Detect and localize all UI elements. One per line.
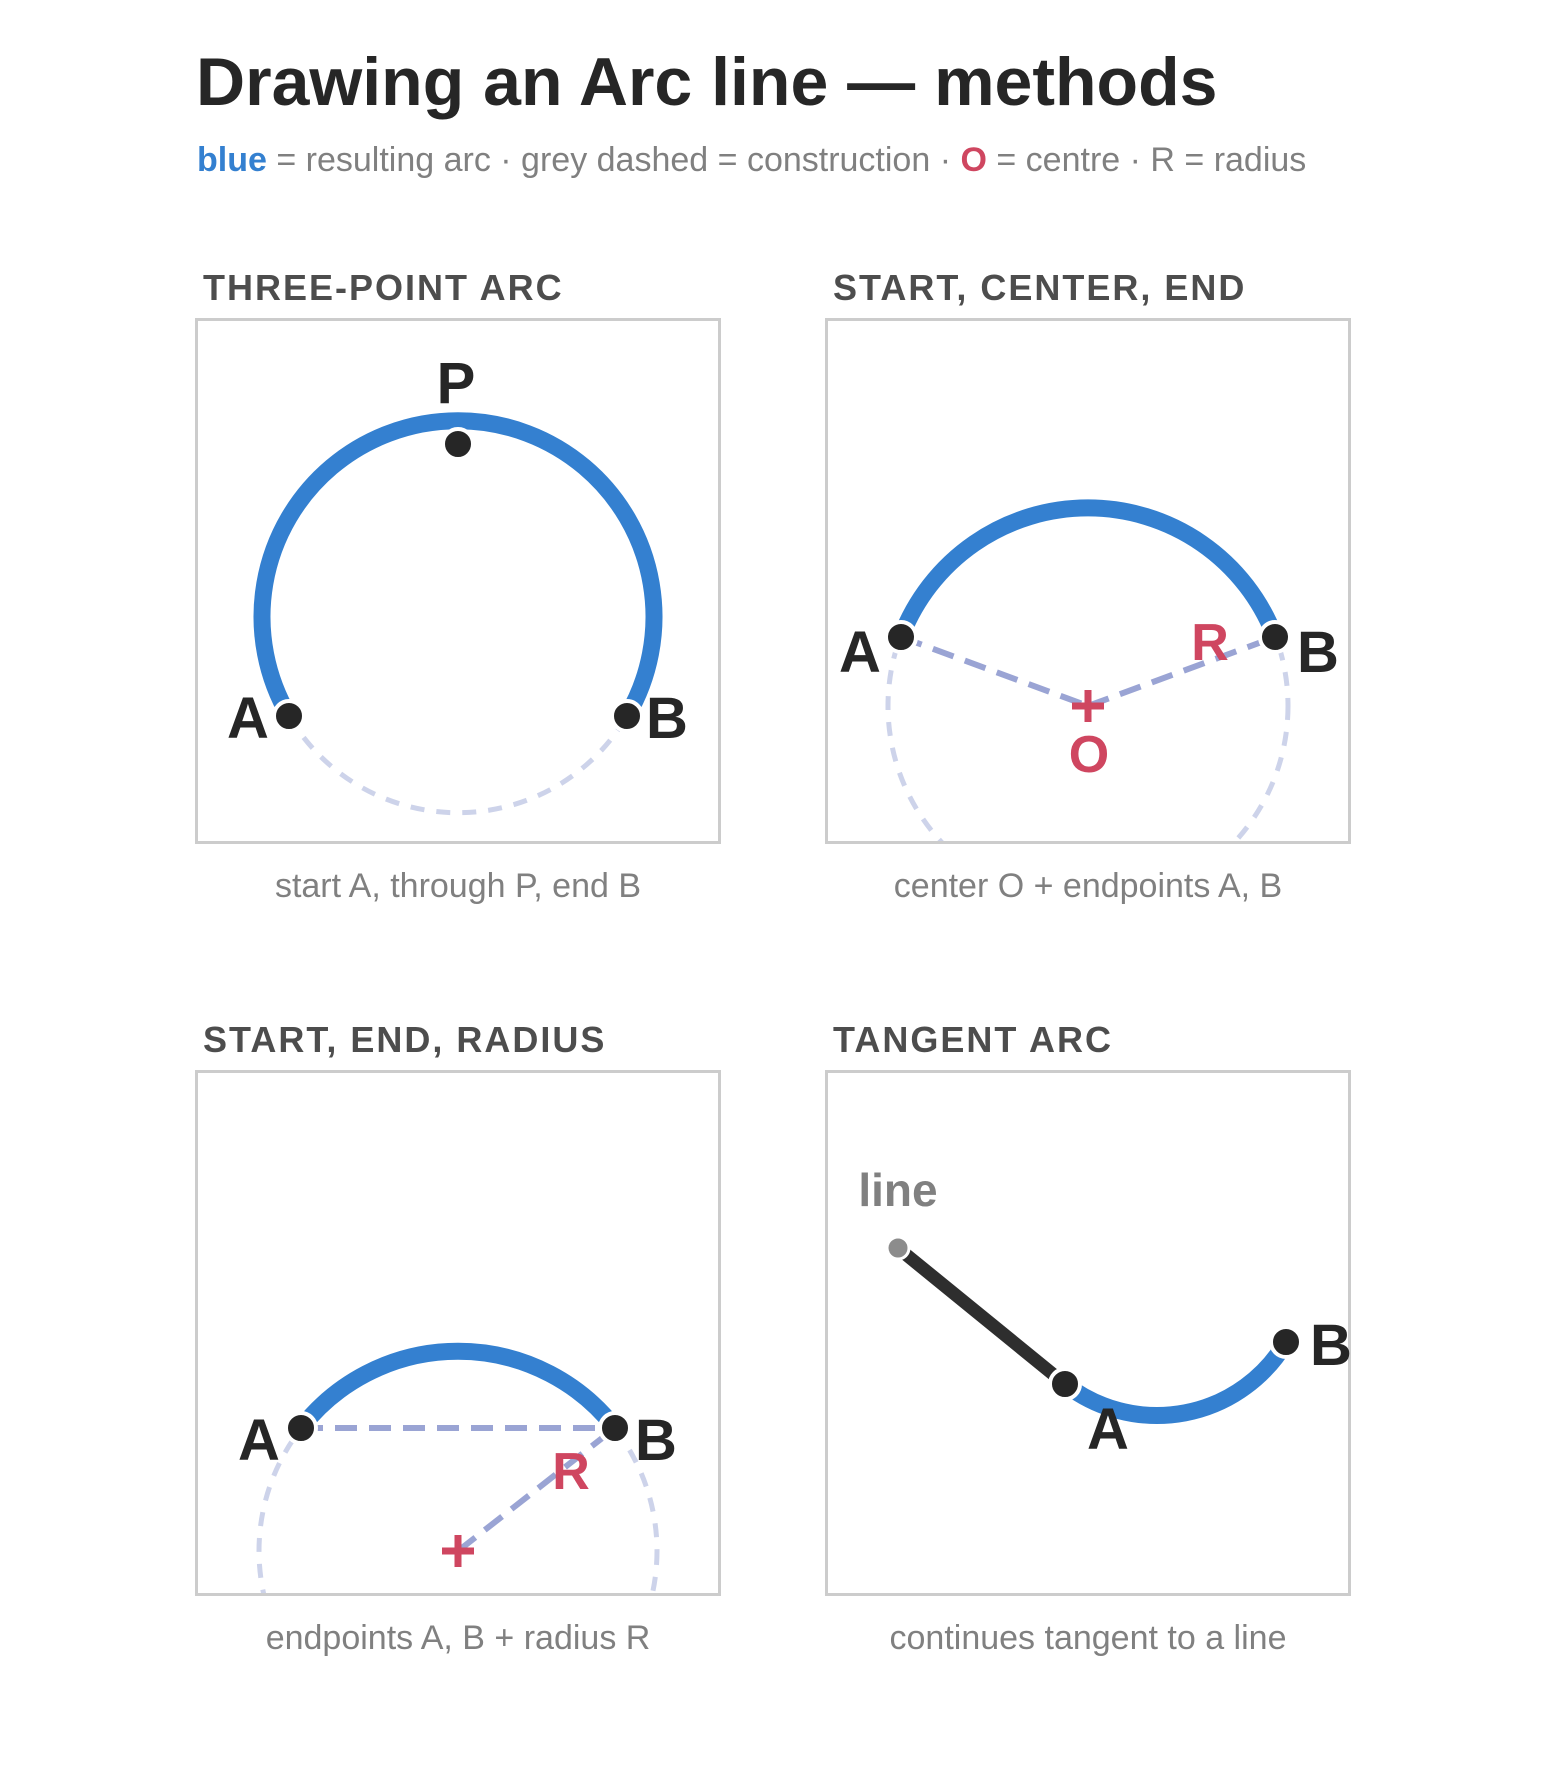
legend-text-1: = resulting arc · grey dashed = construction · (266, 141, 961, 179)
panel-title-start-center-end: START, CENTER, END (833, 267, 1247, 308)
line-start-point (887, 1237, 909, 1259)
point-b (1271, 1327, 1301, 1357)
panel-drawing-start-center-end (886, 506, 1290, 906)
legend-text-2: = centre · R = radius (986, 141, 1307, 179)
label-p: P (436, 351, 476, 416)
point-a (286, 1413, 316, 1443)
point-a (274, 701, 304, 731)
label-a: A (238, 1408, 280, 1473)
panel-drawing-start-end-radius (259, 1351, 657, 1750)
label-o: O (1068, 726, 1110, 784)
label-a: A (227, 686, 269, 751)
panel-drawing-tangent-arc (887, 1237, 1301, 1416)
radius-line (458, 1428, 615, 1551)
label-b: B (646, 686, 688, 751)
panel-drawing-three-point (262, 421, 654, 813)
label-r: R (552, 1443, 590, 1501)
tangent-line (898, 1248, 1065, 1384)
resulting-arc (301, 1351, 615, 1428)
radius-line-b (1088, 637, 1275, 706)
point-a (1050, 1369, 1080, 1399)
point-b (600, 1413, 630, 1443)
panel-title-start-end-radius: START, END, RADIUS (203, 1019, 607, 1060)
panel-title-three-point: THREE-POINT ARC (203, 267, 564, 308)
label-line: line (858, 1164, 938, 1216)
point-b (1260, 622, 1290, 652)
point-a (886, 622, 916, 652)
legend-blue-word: blue (197, 141, 267, 179)
center-cross-icon (1072, 690, 1104, 722)
point-p (443, 429, 473, 459)
label-a: A (839, 620, 881, 685)
label-b: B (635, 1408, 677, 1473)
panel-caption-three-point: start A, through P, end B (274, 867, 642, 905)
label-b: B (1297, 620, 1339, 685)
label-r: R (1191, 614, 1229, 672)
label-b: B (1310, 1313, 1352, 1378)
construction-circle-remainder (289, 716, 627, 813)
panel-title-tangent-arc: TANGENT ARC (833, 1019, 1113, 1060)
resulting-arc (262, 421, 654, 716)
point-b (612, 701, 642, 731)
panel-caption-start-center-end: center O + endpoints A, B (893, 867, 1283, 905)
panel-caption-start-end-radius: endpoints A, B + radius R (265, 1619, 651, 1657)
page-title: Drawing an Arc line — methods (196, 44, 1218, 120)
label-a: A (1087, 1397, 1129, 1462)
radius-line-a (901, 637, 1088, 706)
panel-caption-tangent-arc: continues tangent to a line (889, 1619, 1287, 1657)
legend-o-word: O (960, 141, 987, 179)
